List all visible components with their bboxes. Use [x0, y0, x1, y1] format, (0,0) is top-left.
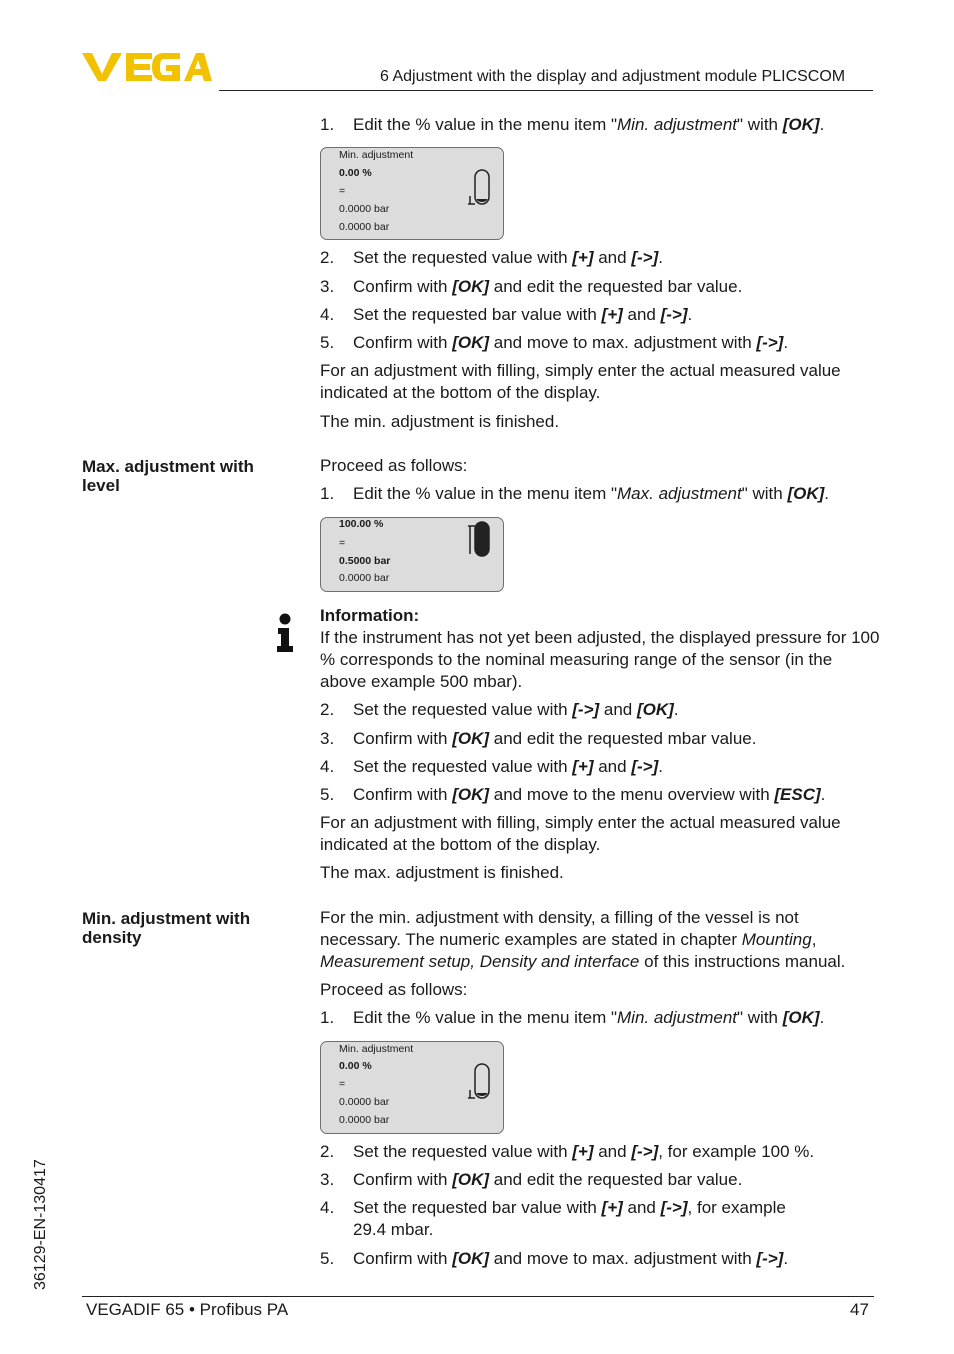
display-line: 0.0000 bar: [339, 221, 390, 233]
b2-filling-note: For an adjustment with filling, simply enter the actual measured value indicated at the bottom of the display.: [320, 813, 841, 854]
b1-finished: The min. adjustment is finished.: [320, 412, 560, 431]
b2-step3: 3. Confirm with [OK] and edit the requested mbar value.: [320, 729, 757, 748]
side-heading-max-level: Max. adjustment with level: [82, 457, 254, 495]
header-rule: [219, 90, 873, 91]
vega-logo: [82, 50, 212, 84]
b1-step4: 4. Set the requested bar value with [+] and [->].: [320, 305, 693, 324]
display-min-adjustment-density: [320, 1041, 504, 1134]
display-line: =: [339, 185, 346, 197]
display-line: =: [339, 1078, 346, 1090]
b3-step5: 5. Confirm with [OK] and move to max. adjustment with [->].: [320, 1249, 789, 1268]
display-line: 0.00 %: [339, 167, 372, 179]
vessel-full-icon: [467, 520, 497, 560]
display-line: 0.00 %: [339, 1060, 372, 1072]
vessel-empty-icon: [467, 168, 497, 208]
b1-step5: 5. Confirm with [OK] and move to max. adjustment with [->].: [320, 333, 789, 352]
page-number: 47: [850, 1300, 869, 1319]
display-line: =: [339, 537, 346, 549]
display-line: 100.00 %: [339, 518, 384, 530]
b1-step3: 3. Confirm with [OK] and edit the requested bar value.: [320, 277, 743, 296]
b2-step5: 5. Confirm with [OK] and move to the menu overview with [ESC].: [320, 785, 826, 804]
b1-step2: 2. Set the requested value with [+] and [->].: [320, 248, 663, 267]
display-max-adjustment: [320, 517, 504, 592]
display-line: Min. adjustment: [339, 1043, 414, 1055]
document-id: 36129-EN-130417: [32, 1159, 49, 1290]
step-number: 1.: [320, 115, 335, 134]
display-line: 0.0000 bar: [339, 1114, 390, 1126]
display-line: 0.5000 bar: [339, 555, 391, 567]
b2-finished: The max. adjustment is finished.: [320, 863, 564, 882]
footer-rule: [82, 1296, 874, 1297]
b3-step2: 2. Set the requested value with [+] and [->], for example 100 %.: [320, 1142, 815, 1161]
b3-step1: 1. Edit the % value in the menu item "Min. adjustment" with [OK].: [320, 1008, 825, 1027]
footer-product: VEGADIF 65 • Profibus PA: [86, 1300, 289, 1319]
display-line: 0.0000 bar: [339, 572, 390, 584]
info-title: Information:: [320, 606, 420, 625]
display-min-adjustment: [320, 147, 504, 240]
display-line: 0.0000 bar: [339, 1096, 390, 1108]
info-text: If the instrument has not yet been adjusted, the displayed pressure for 100 % corresponds to the nominal measuring range of the sensor (in the above example 500 mbar).: [320, 628, 880, 691]
b3-intro: For the min. adjustment with density, a filling of the vessel is not necessary. The numeric examples are stated in chapter Mounting, Measurement setup, Density and interface of this instructions manual.: [320, 908, 846, 971]
b2-step1: 1. Edit the % value in the menu item "Max. adjustment" with [OK].: [320, 484, 830, 503]
b2-proceed: Proceed as follows:: [320, 456, 468, 475]
b1-filling-note: For an adjustment with filling, simply enter the actual measured value indicated at the bottom of the display.: [320, 361, 841, 402]
display-line: 0.0000 bar: [339, 203, 390, 215]
b2-step4: 4. Set the requested value with [+] and [->].: [320, 757, 663, 776]
b3-proceed: Proceed as follows:: [320, 980, 468, 999]
b3-step3: 3. Confirm with [OK] and edit the requested bar value.: [320, 1170, 743, 1189]
b2-step2: 2. Set the requested value with [->] and [OK].: [320, 700, 679, 719]
display-line: Min. adjustment: [339, 149, 414, 161]
vessel-empty-icon: [467, 1062, 497, 1102]
b3-step4: 4. Set the requested bar value with [+] and [->], for example 29.4 mbar.: [320, 1198, 786, 1239]
b1-step1: 1. Edit the % value in the menu item "Min. adjustment" with [OK].: [320, 115, 825, 134]
side-heading-min-density: Min. adjustment with density: [82, 909, 251, 947]
section-title: 6 Adjustment with the display and adjustment module PLICSCOM: [380, 68, 846, 85]
info-icon: [276, 613, 294, 653]
